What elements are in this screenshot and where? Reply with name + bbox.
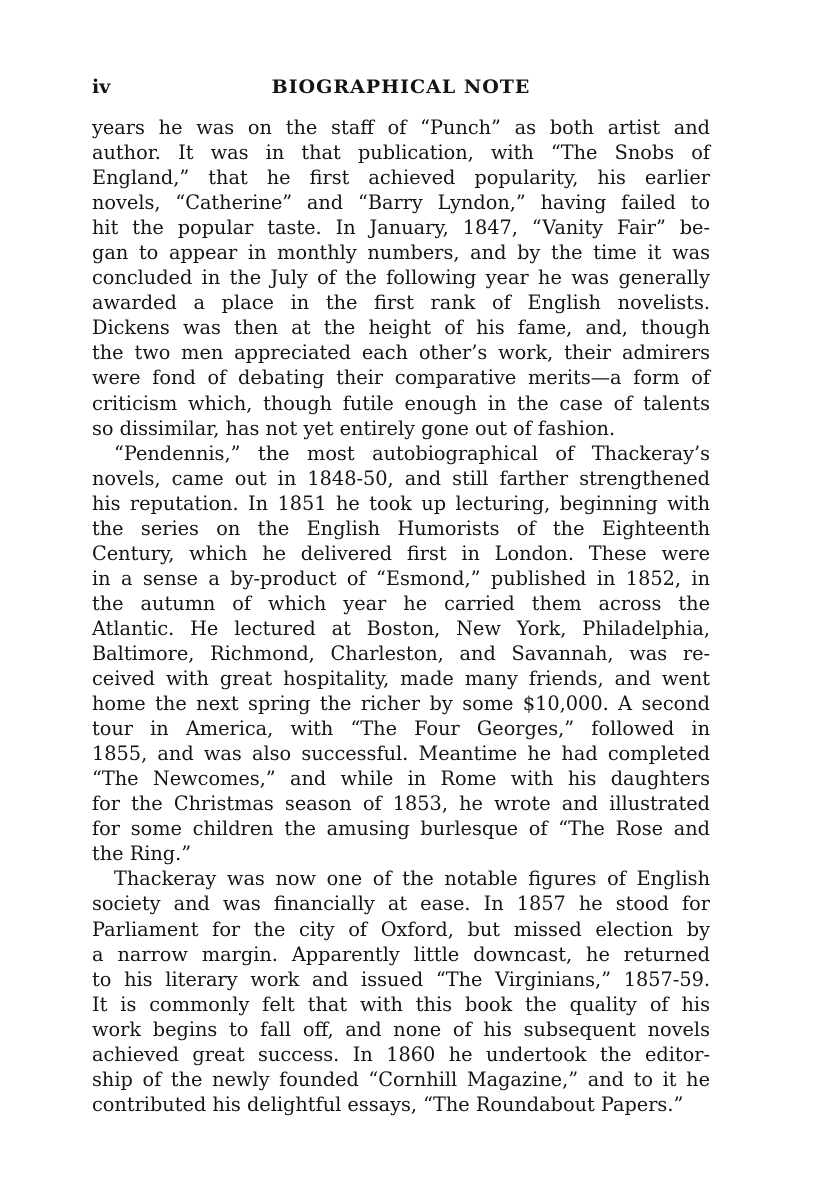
text-line: in a sense a by-product of “Esmond,” published in 1852, in — [92, 566, 710, 590]
text-line: ceived with great hospitality, made many friends, and went — [92, 667, 710, 691]
paragraph — [92, 866, 710, 1116]
text-line: the series on the English Humorists of the Eighteenth — [92, 516, 710, 540]
text-line: Atlantic. He lectured at Boston, New York, Philadelphia, — [92, 616, 710, 640]
text-line: It is commonly felt that with this book the quality of his — [92, 992, 710, 1016]
body-text — [92, 115, 710, 1117]
text-line: so dissimilar, has not yet entirely gone out of fashion. — [92, 416, 616, 440]
text-line: society and was financially at ease. In 1857 he stood for — [92, 892, 710, 916]
text-line: contributed his delightful essays, “The Roundabout Papers.” — [92, 1092, 684, 1116]
text-line: concluded in the July of the following year he was generally — [92, 266, 710, 290]
text-line: hit the popular taste. In January, 1847, “Vanity Fair” be- — [92, 216, 710, 240]
text-line: 1855, and was also successful. Meantime he had completed — [92, 742, 710, 766]
text-line: awarded a place in the first rank of English novelists. — [92, 291, 710, 315]
text-line: were fond of debating their comparative merits—a form of — [92, 366, 710, 390]
text-line: ship of the newly founded “Cornhill Magazine,” and to it he — [92, 1067, 710, 1091]
text-line: years he was on the staff of “Punch” as both artist and — [92, 116, 710, 139]
text-line: gan to appear in monthly numbers, and by the time it was — [92, 241, 710, 265]
text-line: achieved great success. In 1860 he undertook the editor- — [92, 1042, 710, 1066]
text-line: novels, “Catherine” and “Barry Lyndon,” having failed to — [92, 191, 710, 215]
text-line: a narrow margin. Apparently little downcast, he returned — [92, 942, 710, 966]
paragraph — [92, 115, 710, 441]
text-line: “Pendennis,” the most autobiographical of Thackeray’s — [114, 441, 710, 465]
text-line: Baltimore, Richmond, Charleston, and Savannah, was re- — [92, 641, 710, 665]
text-line: tour in America, with “The Four Georges,” followed in — [92, 717, 710, 741]
text-line: the two men appreciated each other’s work, their admirers — [92, 341, 710, 365]
text-line: author. It was in that publication, with “The Snobs of — [92, 141, 710, 165]
text-line: the autumn of which year he carried them across the — [92, 591, 710, 615]
running-head — [92, 72, 710, 102]
text-line: Thackeray was now one of the notable figures of English — [114, 867, 710, 891]
text-line: novels, came out in 1848-50, and still farther strengthened — [92, 466, 710, 490]
text-line: to his literary work and issued “The Virginians,” 1857-59. — [92, 967, 710, 991]
text-line: England,” that he first achieved popularity, his earlier — [92, 166, 710, 190]
text-line: home the next spring the richer by some $10,000. A second — [92, 692, 710, 716]
text-line: criticism which, though futile enough in the case of talents — [92, 391, 710, 415]
running-title: BIOGRAPHICAL NOTE — [271, 76, 531, 98]
text-line: Century, which he delivered first in London. These were — [92, 541, 710, 565]
text-line: for the Christmas season of 1853, he wrote and illustrated — [92, 792, 710, 816]
text-line: his reputation. In 1851 he took up lecturing, beginning with — [92, 491, 710, 515]
text-line: Dickens was then at the height of his fame, and, though — [92, 316, 710, 340]
page-number: iv — [92, 76, 111, 98]
text-line: work begins to fall off, and none of his subsequent novels — [92, 1017, 710, 1041]
text-line: “The Newcomes,” and while in Rome with his daughters — [92, 767, 710, 791]
text-line: for some children the amusing burlesque of “The Rose and — [92, 817, 710, 841]
text-line: the Ring.” — [92, 842, 192, 866]
paragraph — [92, 441, 710, 867]
text-line: Parliament for the city of Oxford, but missed election by — [92, 917, 710, 941]
